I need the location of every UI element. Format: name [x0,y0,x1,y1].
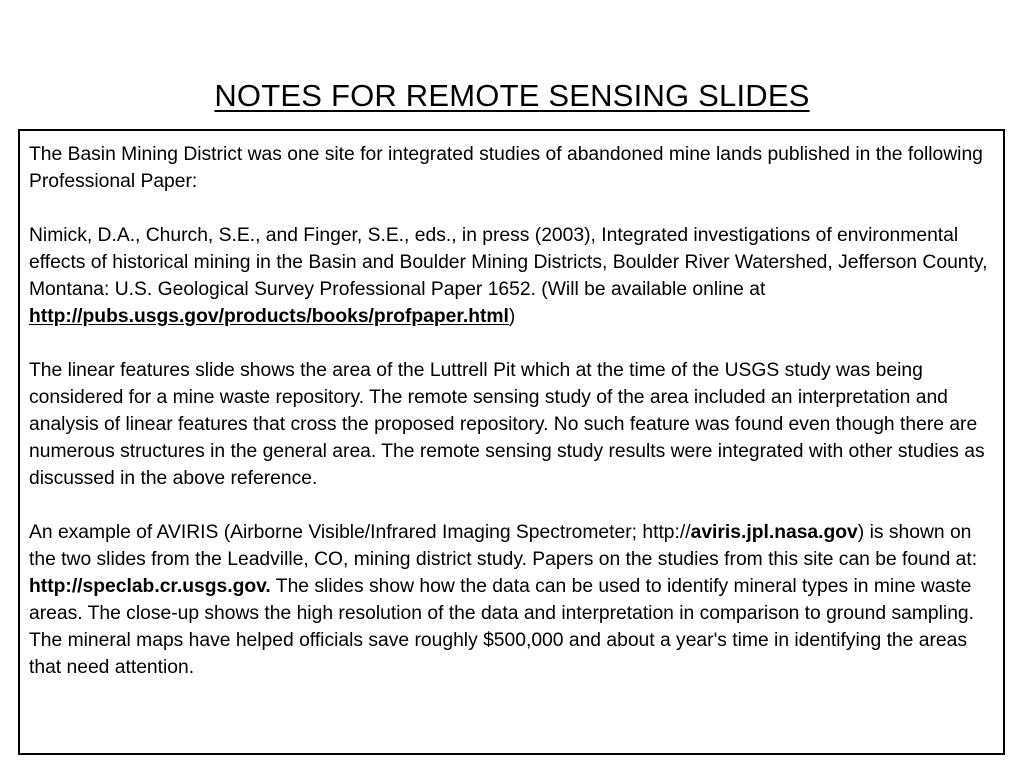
aviris-intro: An example of AVIRIS (Airborne Visible/Infrared Imaging Spectrometer; [29,522,643,543]
paragraph-aviris [29,519,995,681]
speclab-link[interactable]: http://speclab.cr.usgs.gov. [29,576,271,597]
aviris-link[interactable] [642,522,857,543]
notes-box [18,129,1005,755]
citation-text: Nimick, D.A., Church, S.E., and Finger, S.E., eds., in press (2003), Integrated investigations of environmental effects of historical mining in the Basin and Boulder Mining Districts, Boulder River Watershed, Jefferson County, Montana: U.S. Geological Survey Professional Paper 1652. (Will be available online at [29,225,988,300]
citation-end: ) [508,306,516,327]
aviris-link-domain: aviris.jpl.nasa.gov [690,522,858,543]
paragraph-intro: The Basin Mining District was one site for integrated studies of abandoned mine lands published in the following Professional Paper: [29,144,983,192]
paragraph-citation [29,222,995,330]
aviris-link-prefix: http:// [642,522,691,543]
aviris-middle: ) is shown on the two slides from the Leadville, CO, mining district study. Papers on the studies from this site can be found at: [29,522,978,570]
aviris-end: The slides show how the data can be used to identify mineral types in mine waste areas. The close-up shows the high resolution of the data and interpretation in comparison to ground sampling. The mineral maps have helped officials save roughly $500,000 and about a year's time in identifying the areas that need attention. [29,576,974,678]
paragraph-linear-features: The linear features slide shows the area of the Luttrell Pit which at the time of the USGS study was being considered for a mine waste repository. The remote sensing study of the area included an interpretation and analysis of linear features that cross the proposed repository. No such feature was found even though there are numerous structures in the general area. The remote sensing study results were integrated with other studies as discussed in the above reference. [29,360,985,489]
slide-title: NOTES FOR REMOTE SENSING SLIDES [214,78,810,113]
profpaper-link[interactable]: http://pubs.usgs.gov/products/books/profpaper.html [29,306,509,327]
